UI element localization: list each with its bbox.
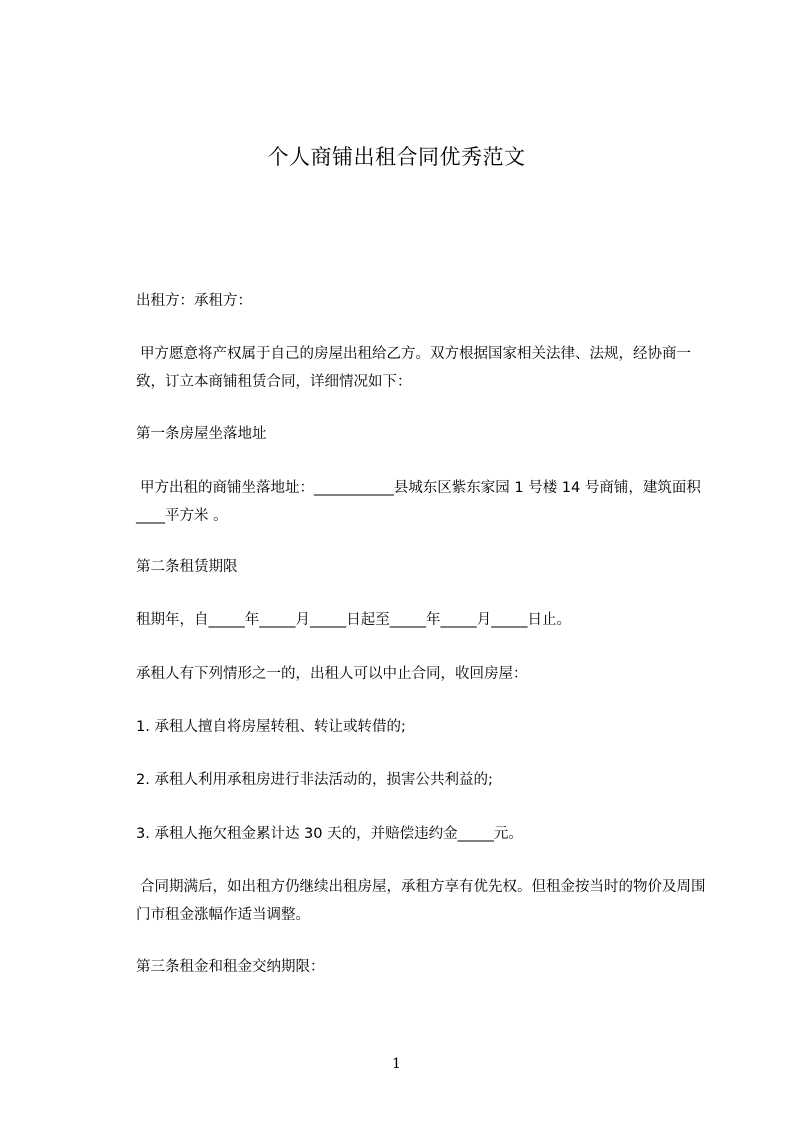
termination-conditions-paragraph: 承租人有下列情形之一的，出租人可以中止合同，收回房屋： (136, 666, 528, 682)
article-1-heading: 第一条房屋坐落地址 (136, 426, 267, 442)
article-2-heading: 第二条租赁期限 (136, 559, 238, 575)
intro-paragraph: 甲方愿意将产权属于自己的房屋出租给乙方。双方根据国家相关法律、法规，经协商一致，订立本商铺租赁合同，详细情况如下： (136, 346, 691, 390)
list-item: 2. 承租人利用承租房进行非法活动的，损害公共利益的; (136, 772, 493, 788)
renewal-paragraph: 合同期满后，如出租方仍继续出租房屋，承租方享有优先权。但租金按当时的物价及周围门市租金涨幅作适当调整。 (136, 879, 706, 923)
lease-term-paragraph: 租期年，自_____年_____月_____日起至_____年_____月_____日止。 (136, 612, 571, 628)
list-item: 1. 承租人擅自将房屋转租、转让或转借的; (136, 719, 406, 735)
parties-line: 出租方：承租方： (136, 293, 252, 309)
article-1-paragraph: 甲方出租的商铺坐落地址：___________县城东区紫东家园 1 号楼 14 号商铺，建筑面积____平方米 。 (136, 480, 701, 524)
document-title: 个人商铺出租合同优秀范文 (267, 145, 526, 169)
list-item: 3. 承租人拖欠租金累计达 30 天的，并赔偿违约金_____元。 (136, 826, 523, 842)
article-3-heading: 第三条租金和租金交纳期限： (136, 959, 325, 975)
page-number: 1 (392, 1056, 401, 1072)
